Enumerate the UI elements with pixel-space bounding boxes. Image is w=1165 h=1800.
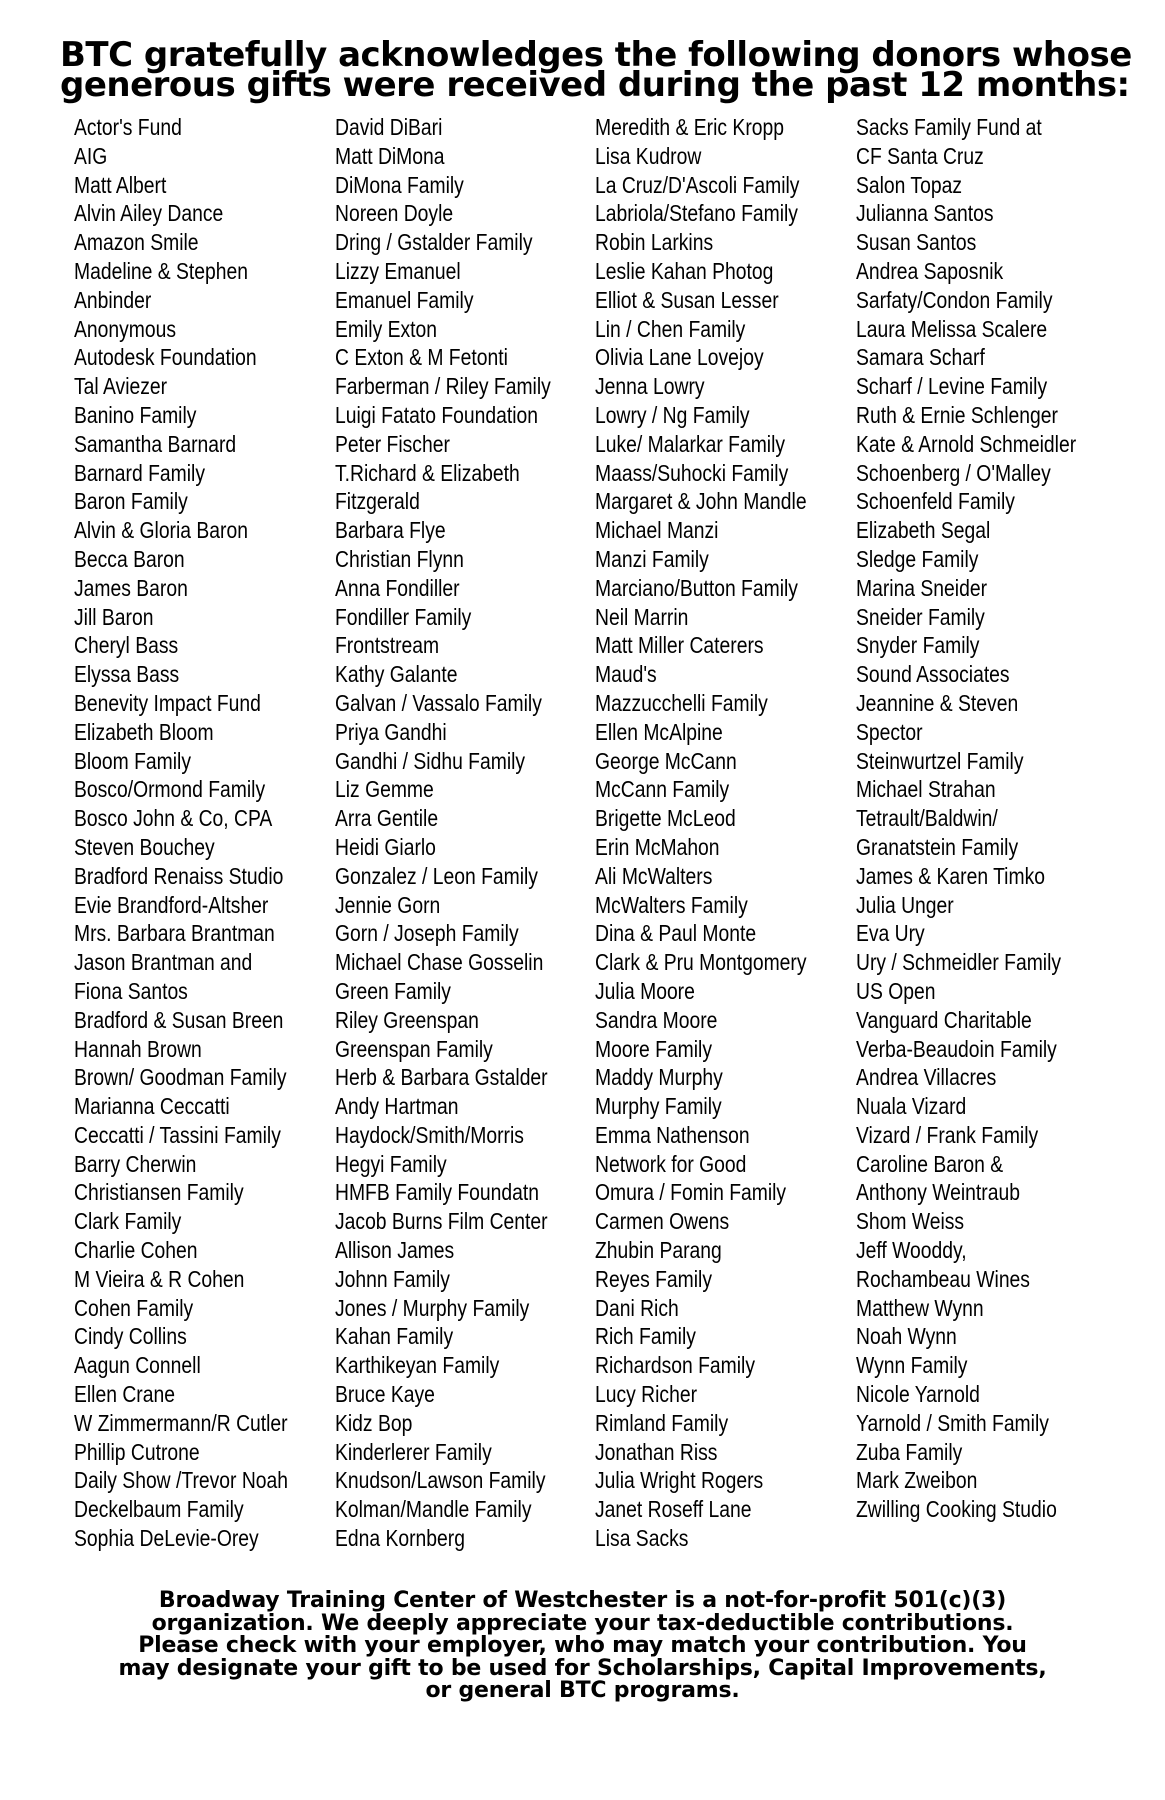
donor-name: Jones / Murphy Family	[335, 1294, 530, 1321]
donor-name: Peter Fischer	[335, 430, 450, 457]
donor-name: Kahan Family	[335, 1323, 454, 1350]
footer-line: organization. We deeply appreciate your tax-deductible contributions.	[151, 1610, 1014, 1636]
donor-columns	[0, 113, 1165, 1563]
donor-name: Luigi Fatato Foundation	[335, 401, 539, 428]
donor-name: Rich Family	[595, 1323, 696, 1350]
donor-name: Cindy Collins	[74, 1323, 187, 1350]
donor-name: Steinwurtzel Family	[856, 747, 1024, 774]
donor-name: Emily Exton	[335, 315, 438, 342]
donor-name: M Vieira & R Cohen	[74, 1265, 245, 1292]
donor-name: Becca Baron	[74, 545, 185, 572]
donor-name: Snyder Family	[856, 632, 980, 659]
donor-name: Manzi Family	[595, 545, 709, 572]
donor-name: Cohen Family	[74, 1294, 194, 1321]
footer-line: Please check with your employer, who may match your contribution. You	[138, 1633, 1027, 1658]
donor-name: Benevity Impact Fund	[74, 689, 261, 716]
donor-name: Arra Gentile	[335, 805, 439, 832]
donor-name: Andrea Saposnik	[856, 257, 1004, 284]
donor-name: Anthony Weintraub	[856, 1179, 1020, 1206]
donor-name: Julia Wright Rogers	[595, 1467, 764, 1494]
donor-name: Barbara Flye	[335, 517, 446, 544]
footer-line: may designate your gift to be used for Scholarships, Capital Improvements,	[118, 1655, 1047, 1681]
donor-name: James & Karen Timko	[856, 862, 1045, 889]
donor-name: Sound Associates	[856, 661, 1010, 688]
donor-name: Baron Family	[74, 488, 188, 515]
donor-name: Michael Manzi	[595, 517, 719, 544]
donor-name: Lowry / Ng Family	[595, 401, 750, 428]
page-title	[60, 35, 1132, 105]
donor-name: Jill Baron	[74, 603, 154, 630]
donor-name: Fondiller Family	[335, 603, 472, 630]
donor-name: Riley Greenspan	[335, 1006, 479, 1033]
donor-name: Marina Sneider	[856, 574, 988, 601]
donor-name: Banino Family	[74, 401, 197, 428]
donor-name: Erin McMahon	[595, 833, 720, 860]
donor-name: CF Santa Cruz	[856, 142, 984, 169]
donor-name: Gandhi / Sidhu Family	[335, 747, 526, 774]
donor-name: Ruth & Ernie Schlenger	[856, 401, 1058, 428]
donor-name: Maddy Murphy	[595, 1064, 723, 1091]
donor-name: C Exton & M Fetonti	[335, 344, 508, 371]
donor-name: Galvan / Vassalo Family	[335, 689, 542, 716]
donor-name: Murphy Family	[595, 1093, 722, 1120]
donor-name: Kate & Arnold Schmeidler	[856, 430, 1077, 457]
donor-name: Fiona Santos	[74, 977, 188, 1004]
donor-name: Zuba Family	[856, 1438, 963, 1465]
donor-name: Hegyi Family	[335, 1150, 447, 1177]
donor-name: Green Family	[335, 977, 451, 1004]
donor-name: Sandra Moore	[595, 1006, 718, 1033]
donor-name: Barnard Family	[74, 459, 205, 486]
donor-name: Schoenberg / O'Malley	[856, 459, 1051, 486]
donor-name: Andy Hartman	[335, 1093, 459, 1120]
donor-name: Barry Cherwin	[74, 1150, 197, 1177]
donor-name: Jason Brantman and	[74, 949, 253, 976]
donor-name: Olivia Lane Lovejoy	[595, 344, 764, 371]
donor-name: Frontstream	[335, 632, 440, 659]
donor-name: Herb & Barbara Gstalder	[335, 1064, 548, 1091]
donor-name: Spector	[856, 718, 923, 745]
donor-name: Neil Marrin	[595, 603, 689, 630]
donor-name: Ali McWalters	[595, 862, 713, 889]
donor-name: Allison James	[335, 1237, 455, 1264]
donor-name: Labriola/Stefano Family	[595, 200, 798, 227]
donor-name: Caroline Baron &	[856, 1150, 1004, 1177]
donor-name: Autodesk Foundation	[74, 344, 257, 371]
donor-name: Julia Unger	[856, 891, 954, 918]
footer-note	[60, 1590, 1105, 1703]
donor-column-4	[856, 113, 1118, 1524]
donor-name: Rimland Family	[595, 1409, 729, 1436]
donor-name: Sacks Family Fund at	[856, 114, 1042, 140]
donor-name: Zhubin Parang	[595, 1237, 722, 1264]
donor-name: George McCann	[595, 747, 737, 774]
donor-name: Gorn / Joseph Family	[335, 920, 519, 947]
donor-name: Sophia DeLevie-Orey	[74, 1525, 259, 1552]
donor-name: Vizard / Frank Family	[856, 1121, 1039, 1148]
donor-name: Maud's	[595, 661, 657, 688]
donor-name: Daily Show /Trevor Noah	[74, 1467, 289, 1494]
donor-name: Greenspan Family	[335, 1035, 493, 1062]
donor-name: Jonathan Riss	[595, 1438, 718, 1465]
donor-name: Michael Strahan	[856, 776, 996, 803]
donor-name: Luke/ Malarkar Family	[595, 430, 786, 457]
donor-column-3	[595, 113, 847, 1553]
donor-name: Haydock/Smith/Morris	[335, 1121, 524, 1148]
donor-name: Johnn Family	[335, 1265, 450, 1292]
donor-name: Anna Fondiller	[335, 574, 460, 601]
donor-name: Anonymous	[74, 315, 177, 342]
donor-name: Robin Larkins	[595, 229, 714, 256]
donor-name: Samantha Barnard	[74, 430, 237, 457]
donor-name: W Zimmermann/R Cutler	[74, 1409, 288, 1436]
donor-name: Bloom Family	[74, 747, 192, 774]
donor-name: Matt DiMona	[335, 142, 445, 169]
donor-name: Cheryl Bass	[74, 632, 179, 659]
donor-name: Evie Brandford-Altsher	[74, 891, 269, 918]
footer-line: or general BTC programs.	[425, 1678, 740, 1703]
donor-name: Reyes Family	[595, 1265, 713, 1292]
donor-name: AIG	[74, 142, 108, 169]
donor-name: Maass/Suhocki Family	[595, 459, 789, 486]
donor-name: McCann Family	[595, 776, 730, 803]
donor-name: Julianna Santos	[856, 200, 994, 227]
donor-name: Actor's Fund	[74, 114, 182, 140]
donor-name: Salon Topaz	[856, 171, 962, 198]
donor-name: Aagun Connell	[74, 1352, 201, 1379]
donor-name: Verba-Beaudoin Family	[856, 1035, 1057, 1062]
donor-name: Dani Rich	[595, 1294, 679, 1321]
donor-name: Omura / Fomin Family	[595, 1179, 787, 1206]
donor-name: Marciano/Button Family	[595, 574, 798, 601]
donor-name: HMFB Family Foundatn	[335, 1179, 540, 1206]
donor-name: Michael Chase Gosselin	[335, 949, 544, 976]
donor-name: Dring / Gstalder Family	[335, 229, 533, 256]
donor-name: Bruce Kaye	[335, 1381, 435, 1408]
donor-name: Carmen Owens	[595, 1208, 730, 1235]
donor-name: Vanguard Charitable	[856, 1006, 1032, 1033]
donor-name: Richardson Family	[595, 1352, 755, 1379]
donor-name: Alvin & Gloria Baron	[74, 517, 248, 544]
donor-name: Jenna Lowry	[595, 373, 705, 400]
donor-name: Brigette McLeod	[595, 805, 736, 832]
donor-name: Madeline & Stephen	[74, 257, 249, 284]
donor-name: Ellen Crane	[74, 1381, 175, 1408]
donor-name: Elizabeth Bloom	[74, 718, 214, 745]
donor-name: US Open	[856, 977, 936, 1004]
donor-name: Deckelbaum Family	[74, 1496, 244, 1523]
donor-name: Kolman/Mandle Family	[335, 1496, 532, 1523]
donor-name: Network for Good	[595, 1150, 747, 1177]
donor-name: David DiBari	[335, 114, 443, 140]
donor-name: Fitzgerald	[335, 488, 420, 515]
donor-name: Dina & Paul Monte	[595, 920, 757, 947]
donor-name: Brown/ Goodman Family	[74, 1064, 287, 1091]
donor-name: Samara Scharf	[856, 344, 985, 371]
donor-name: Sneider Family	[856, 603, 985, 630]
donor-name: Hannah Brown	[74, 1035, 202, 1062]
donor-name: T.Richard & Elizabeth	[335, 459, 520, 486]
donor-name: Sledge Family	[856, 545, 979, 572]
donor-name: Wynn Family	[856, 1352, 968, 1379]
donor-name: Janet Roseff Lane	[595, 1496, 752, 1523]
donor-name: DiMona Family	[335, 171, 464, 198]
donor-name: Emanuel Family	[335, 286, 474, 313]
donor-name: Noreen Doyle	[335, 200, 454, 227]
donor-name: Bradford & Susan Breen	[74, 1006, 284, 1033]
donor-name: James Baron	[74, 574, 188, 601]
donor-name: Shom Weiss	[856, 1208, 965, 1235]
donor-name: Tal Aviezer	[74, 373, 168, 400]
donor-name: Eva Ury	[856, 920, 925, 947]
title-line-1: BTC gratefully acknowledges the following donors whose	[60, 35, 1132, 75]
donor-name: Jacob Burns Film Center	[335, 1208, 548, 1235]
donor-name: Ellen McAlpine	[595, 718, 723, 745]
donor-name: Schoenfeld Family	[856, 488, 1015, 515]
donor-name: Clark Family	[74, 1208, 182, 1235]
donor-name: Jeannine & Steven	[856, 689, 1019, 716]
donor-name: Elyssa Bass	[74, 661, 180, 688]
donor-name: Nicole Yarnold	[856, 1381, 980, 1408]
donor-name: Nuala Vizard	[856, 1093, 967, 1120]
donor-name: Rochambeau Wines	[856, 1265, 1030, 1292]
donor-name: Anbinder	[74, 286, 152, 313]
donor-name: Lisa Kudrow	[595, 142, 702, 169]
donor-name: Yarnold / Smith Family	[856, 1409, 1049, 1436]
donor-name: Marianna Ceccatti	[74, 1093, 230, 1120]
donor-name: Mrs. Barbara Brantman	[74, 920, 275, 947]
donor-name: Meredith & Eric Kropp	[595, 114, 784, 140]
donor-name: Granatstein Family	[856, 833, 1019, 860]
donor-name: Christian Flynn	[335, 545, 464, 572]
donor-name: Laura Melissa Scalere	[856, 315, 1048, 342]
donor-name: Lin / Chen Family	[595, 315, 746, 342]
donor-name: Phillip Cutrone	[74, 1438, 200, 1465]
donor-name: Mark Zweibon	[856, 1467, 978, 1494]
donor-name: Gonzalez / Leon Family	[335, 862, 538, 889]
donor-name: Karthikeyan Family	[335, 1352, 500, 1379]
donor-name: Amazon Smile	[74, 229, 199, 256]
donor-column-2	[335, 113, 592, 1553]
donor-name: Matt Albert	[74, 171, 167, 198]
donor-name: Lisa Sacks	[595, 1525, 689, 1552]
donor-column-1	[74, 113, 329, 1553]
donor-name: Ury / Schmeidler Family	[856, 949, 1062, 976]
donor-name: Lizzy Emanuel	[335, 257, 461, 284]
donor-name: Edna Kornberg	[335, 1525, 465, 1552]
donor-name: Noah Wynn	[856, 1323, 957, 1350]
donor-name: Heidi Giarlo	[335, 833, 436, 860]
donor-name: Sarfaty/Condon Family	[856, 286, 1053, 313]
donor-name: Bosco/Ormond Family	[74, 776, 266, 803]
title-line-2: generous gifts were received during the past 12 months:	[60, 65, 1130, 105]
donor-name: Christiansen Family	[74, 1179, 244, 1206]
donor-name: Leslie Kahan Photog	[595, 257, 774, 284]
donor-name: Elliot & Susan Lesser	[595, 286, 779, 313]
donor-name: Susan Santos	[856, 229, 977, 256]
donor-name: Andrea Villacres	[856, 1064, 997, 1091]
donor-name: Emma Nathenson	[595, 1121, 750, 1148]
donor-name: Bradford Renaiss Studio	[74, 862, 284, 889]
donor-name: Moore Family	[595, 1035, 713, 1062]
donor-name: Matthew Wynn	[856, 1294, 984, 1321]
donor-name: Matt Miller Caterers	[595, 632, 764, 659]
donor-name: Kidz Bop	[335, 1409, 413, 1436]
donor-name: Julia Moore	[595, 977, 695, 1004]
donor-name: Margaret & John Mandle	[595, 488, 807, 515]
donor-name: Elizabeth Segal	[856, 517, 991, 544]
donor-name: Priya Gandhi	[335, 718, 447, 745]
donor-name: Clark & Pru Montgomery	[595, 949, 807, 976]
donor-name: Ceccatti / Tassini Family	[74, 1121, 281, 1148]
donor-name: Kinderlerer Family	[335, 1438, 492, 1465]
donor-name: Lucy Richer	[595, 1381, 698, 1408]
donor-name: Mazzucchelli Family	[595, 689, 768, 716]
donor-name: Farberman / Riley Family	[335, 373, 551, 400]
donor-name: Tetrault/Baldwin/	[856, 805, 998, 832]
donor-name: Jennie Gorn	[335, 891, 441, 918]
donor-name: Jeff Wooddy,	[856, 1237, 967, 1264]
footer-line: Broadway Training Center of Westchester is a not-for-profit 501(c)(3)	[158, 1588, 1007, 1613]
donor-name: McWalters Family	[595, 891, 748, 918]
donor-name: Bosco John & Co, CPA	[74, 805, 273, 832]
donor-name: Scharf / Levine Family	[856, 373, 1048, 400]
donor-name: Liz Gemme	[335, 776, 434, 803]
donor-name: Steven Bouchey	[74, 833, 215, 860]
donor-name: Alvin Ailey Dance	[74, 200, 224, 227]
donor-name: Kathy Galante	[335, 661, 458, 688]
donor-name: Knudson/Lawson Family	[335, 1467, 546, 1494]
donor-name: La Cruz/D'Ascoli Family	[595, 171, 800, 198]
donor-name: Zwilling Cooking Studio	[856, 1496, 1057, 1523]
donor-name: Charlie Cohen	[74, 1237, 198, 1264]
